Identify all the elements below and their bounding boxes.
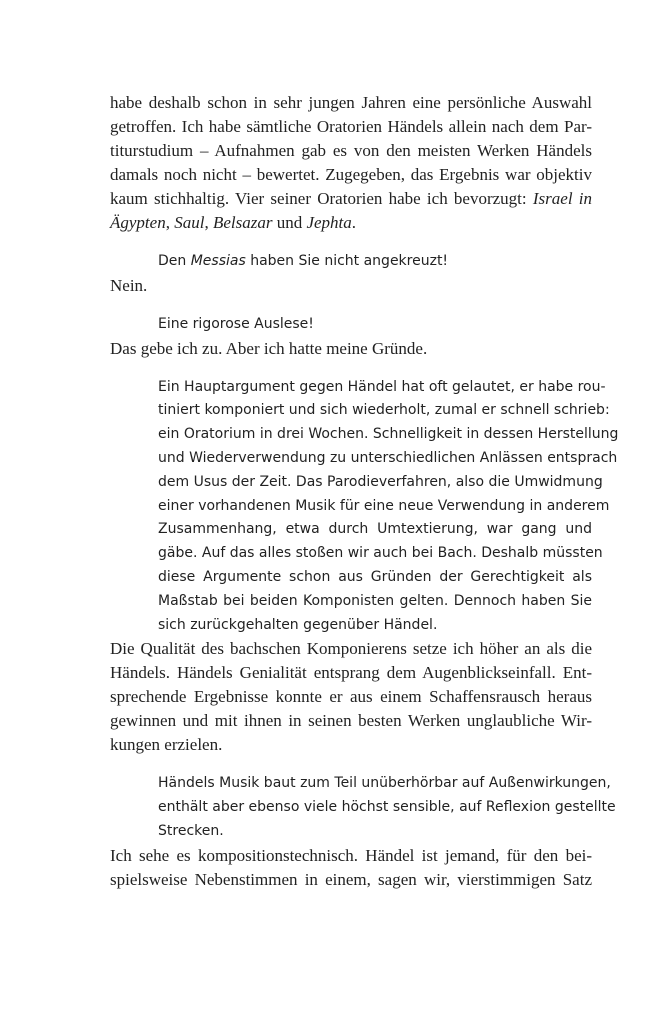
text-line: tiniert komponiert und sich wiederholt, zumal er schnell schrieb: <box>158 402 610 419</box>
text-line: Die Qualität des bachschen Komponierens setze ich höher an als die <box>110 639 592 659</box>
text-line: ein Oratorium in drei Wochen. Schnelligkeit in dessen Herstellung <box>158 426 619 443</box>
text-run: haben Sie nicht angekreuzt! <box>245 253 449 269</box>
text-run: Den <box>158 253 191 269</box>
text-run: . <box>351 213 357 232</box>
text-line: sich zurückgehalten gegenüber Händel. <box>158 616 438 633</box>
interviewer-question <box>110 313 592 337</box>
answer-paragraph <box>110 91 592 235</box>
work-title-italic: Belsazar <box>212 213 273 232</box>
text-run: , <box>204 213 213 232</box>
text-line: Maßstab bei beiden Komponisten gelten. Dennoch haben Sie <box>158 592 592 609</box>
text-line: spielsweise Nebenstimmen in einem, sagen wir, vierstimmigen Satz <box>110 869 592 889</box>
interviewer-question <box>110 250 592 274</box>
book-page <box>110 91 619 892</box>
work-title-italic: Jephta <box>306 213 352 232</box>
text-line: gäbe. Auf das alles stoßen wir auch bei Bach. Deshalb müssten <box>158 545 603 562</box>
text-line: gewinnen und mit ihnen in seinen besten Werken unglaubliche Wir- <box>110 711 592 731</box>
answer-paragraph <box>110 844 592 892</box>
text-line: Händels Musik baut zum Teil unüberhörbar auf Außenwirkungen, <box>158 775 611 792</box>
text-run: , <box>165 213 175 232</box>
text-line: Zusammenhang, etwa durch Umtextierung, war gang und <box>158 521 592 538</box>
text-line: Ich sehe es kompositionstechnisch. Händel ist jemand, für den bei- <box>110 845 592 865</box>
text-line: dem Usus der Zeit. Das Parodieverfahren, also die Umwidmung <box>158 473 603 490</box>
text-line: kungen erzielen. <box>110 735 223 755</box>
text-line <box>110 211 592 235</box>
text-run: und <box>272 213 307 232</box>
text-run: kaum stichhaltig. Vier seiner Oratorien habe ich bevorzugt: <box>110 189 533 208</box>
text-line <box>110 187 592 211</box>
text-line: einer vorhandenen Musik für eine neue Verwendung in anderem <box>158 497 610 514</box>
answer-paragraph <box>110 274 592 298</box>
answer-paragraph <box>110 337 592 361</box>
text-line: Ein Hauptargument gegen Händel hat oft gelautet, er habe rou- <box>158 378 606 395</box>
work-title-italic: Israel in <box>532 189 592 208</box>
text-line: titurstudium – Aufnahmen gab es von den meisten Werken Händels <box>110 141 592 160</box>
answer-paragraph <box>110 637 592 757</box>
text-line: Händels. Händels Genialität entsprang dem Augenblickseinfall. Ent- <box>110 663 592 683</box>
text-line <box>158 250 592 274</box>
text-line: Das gebe ich zu. Aber ich hatte meine Gründe. <box>110 338 428 358</box>
text-line: und Wiederverwendung zu unterschiedlichen Anlässen entsprach <box>158 449 618 466</box>
interviewer-question <box>110 376 619 638</box>
work-title-italic: Messias <box>190 253 246 269</box>
interviewer-question <box>110 772 616 843</box>
text-line: diese Argumente schon aus Gründen der Gerechtigkeit als <box>158 568 592 585</box>
text-line: habe deshalb schon in sehr jungen Jahren eine persönliche Auswahl <box>110 93 592 112</box>
text-line: Eine rigorose Auslese! <box>158 315 314 332</box>
text-line: getroffen. Ich habe sämtliche Oratorien Händels allein nach dem Par- <box>110 117 592 136</box>
work-title-italic: Ägypten <box>110 213 166 232</box>
text-line: sprechende Ergebnisse konnte er aus einem Schaffensrausch heraus <box>110 687 592 707</box>
text-line: Nein. <box>110 275 148 295</box>
text-line: Strecken. <box>158 822 224 839</box>
text-line: damals noch nicht – bewertet. Zugegeben, das Ergebnis war objektiv <box>110 165 592 184</box>
work-title-italic: Saul <box>174 213 205 232</box>
text-line: enthält aber ebenso viele höchst sensible, auf Reflexion gestellte <box>158 799 616 816</box>
